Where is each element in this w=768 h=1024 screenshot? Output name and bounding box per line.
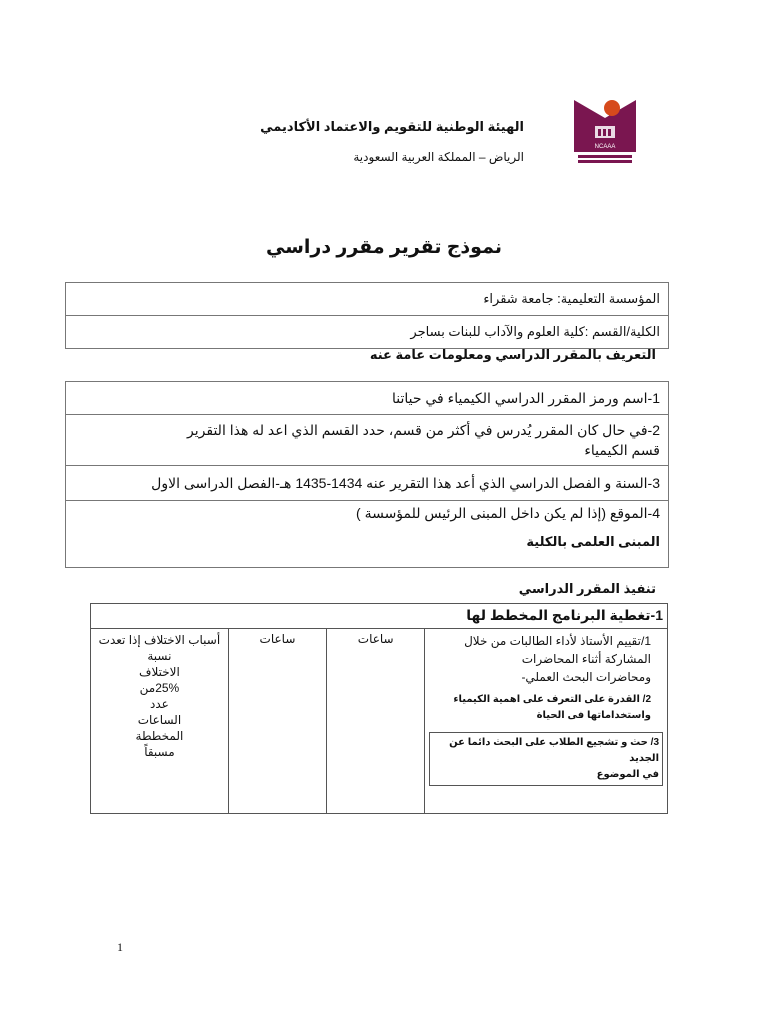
topic-2: 2/ القدرة على التعرف على اهمية الكيمياء واستخداماتها فى الحياة bbox=[453, 694, 651, 721]
college-row: الكلية/القسم :كلية العلوم والآداب للبنات بساجر bbox=[66, 316, 669, 349]
topic-3: 3/ حث و تشجيع الطلاب على البحث دائما عن الجديد في الموضوع bbox=[429, 732, 663, 786]
page-number: 1 bbox=[117, 940, 123, 954]
institution-table bbox=[65, 282, 669, 349]
coverage-table-title: 1-تغطية البرنامج المخطط لها bbox=[91, 604, 668, 629]
coverage-table bbox=[90, 603, 668, 814]
organization-name: الهيئة الوطنية للتقويم والاعتماد الأكاديمي bbox=[260, 119, 524, 134]
info-row-location bbox=[66, 501, 669, 568]
info-row-semester: 3-السنة و الفصل الدراسي الذي أعد هذا التقرير عنه 1434-1435 هـ-الفصل الدراسى الاول bbox=[66, 466, 669, 501]
logo-text: NCAAA bbox=[594, 144, 616, 150]
actual-hours-cell: ساعات bbox=[228, 629, 326, 814]
ncaaa-logo bbox=[572, 96, 638, 166]
course-info-table bbox=[65, 381, 669, 568]
organization-location: الرياض – المملكة العربية السعودية bbox=[353, 150, 524, 164]
institution-row: المؤسسة التعليمية: جامعة شقراء bbox=[66, 283, 669, 316]
info-row-course-name: 1-اسم ورمز المقرر الدراسي الكيمياء في حياتنا bbox=[66, 382, 669, 415]
topics-cell bbox=[425, 629, 668, 814]
section-heading-course-delivery: تنفيذ المقرر الدراسي bbox=[518, 581, 656, 596]
planned-hours-cell: ساعات bbox=[327, 629, 425, 814]
info-row-department-value: قسم الكيمياء bbox=[584, 442, 660, 458]
topic-1: 1/تقييم الأستاذ لأداء الطالبات من خلال المشاركة أثناء المحاضرات ومحاضرات البحث العملي- bbox=[464, 634, 651, 684]
form-title: نموذج تقرير مقرر دراسي bbox=[266, 237, 502, 258]
info-row-department-text: 2-في حال كان المقرر يُدرس في أكثر من قسم، حدد القسم الذي اعد له هذا التقرير bbox=[187, 422, 660, 438]
info-row-location-value: المبنى العلمى بالكلية bbox=[526, 534, 660, 549]
info-row-location-text: 4-الموقع (إذا لم يكن داخل المبنى الرئيس للمؤسسة ) bbox=[356, 505, 660, 521]
section-heading-course-info: التعريف بالمقرر الدراسي ومعلومات عامة عنه bbox=[369, 347, 656, 362]
variance-reasons-cell: أسباب الاختلاف إذا تعدت نسبة الاختلاف 25%من عدد الساعات المخططة مسبقاً bbox=[91, 629, 229, 814]
info-row-department bbox=[66, 415, 669, 466]
